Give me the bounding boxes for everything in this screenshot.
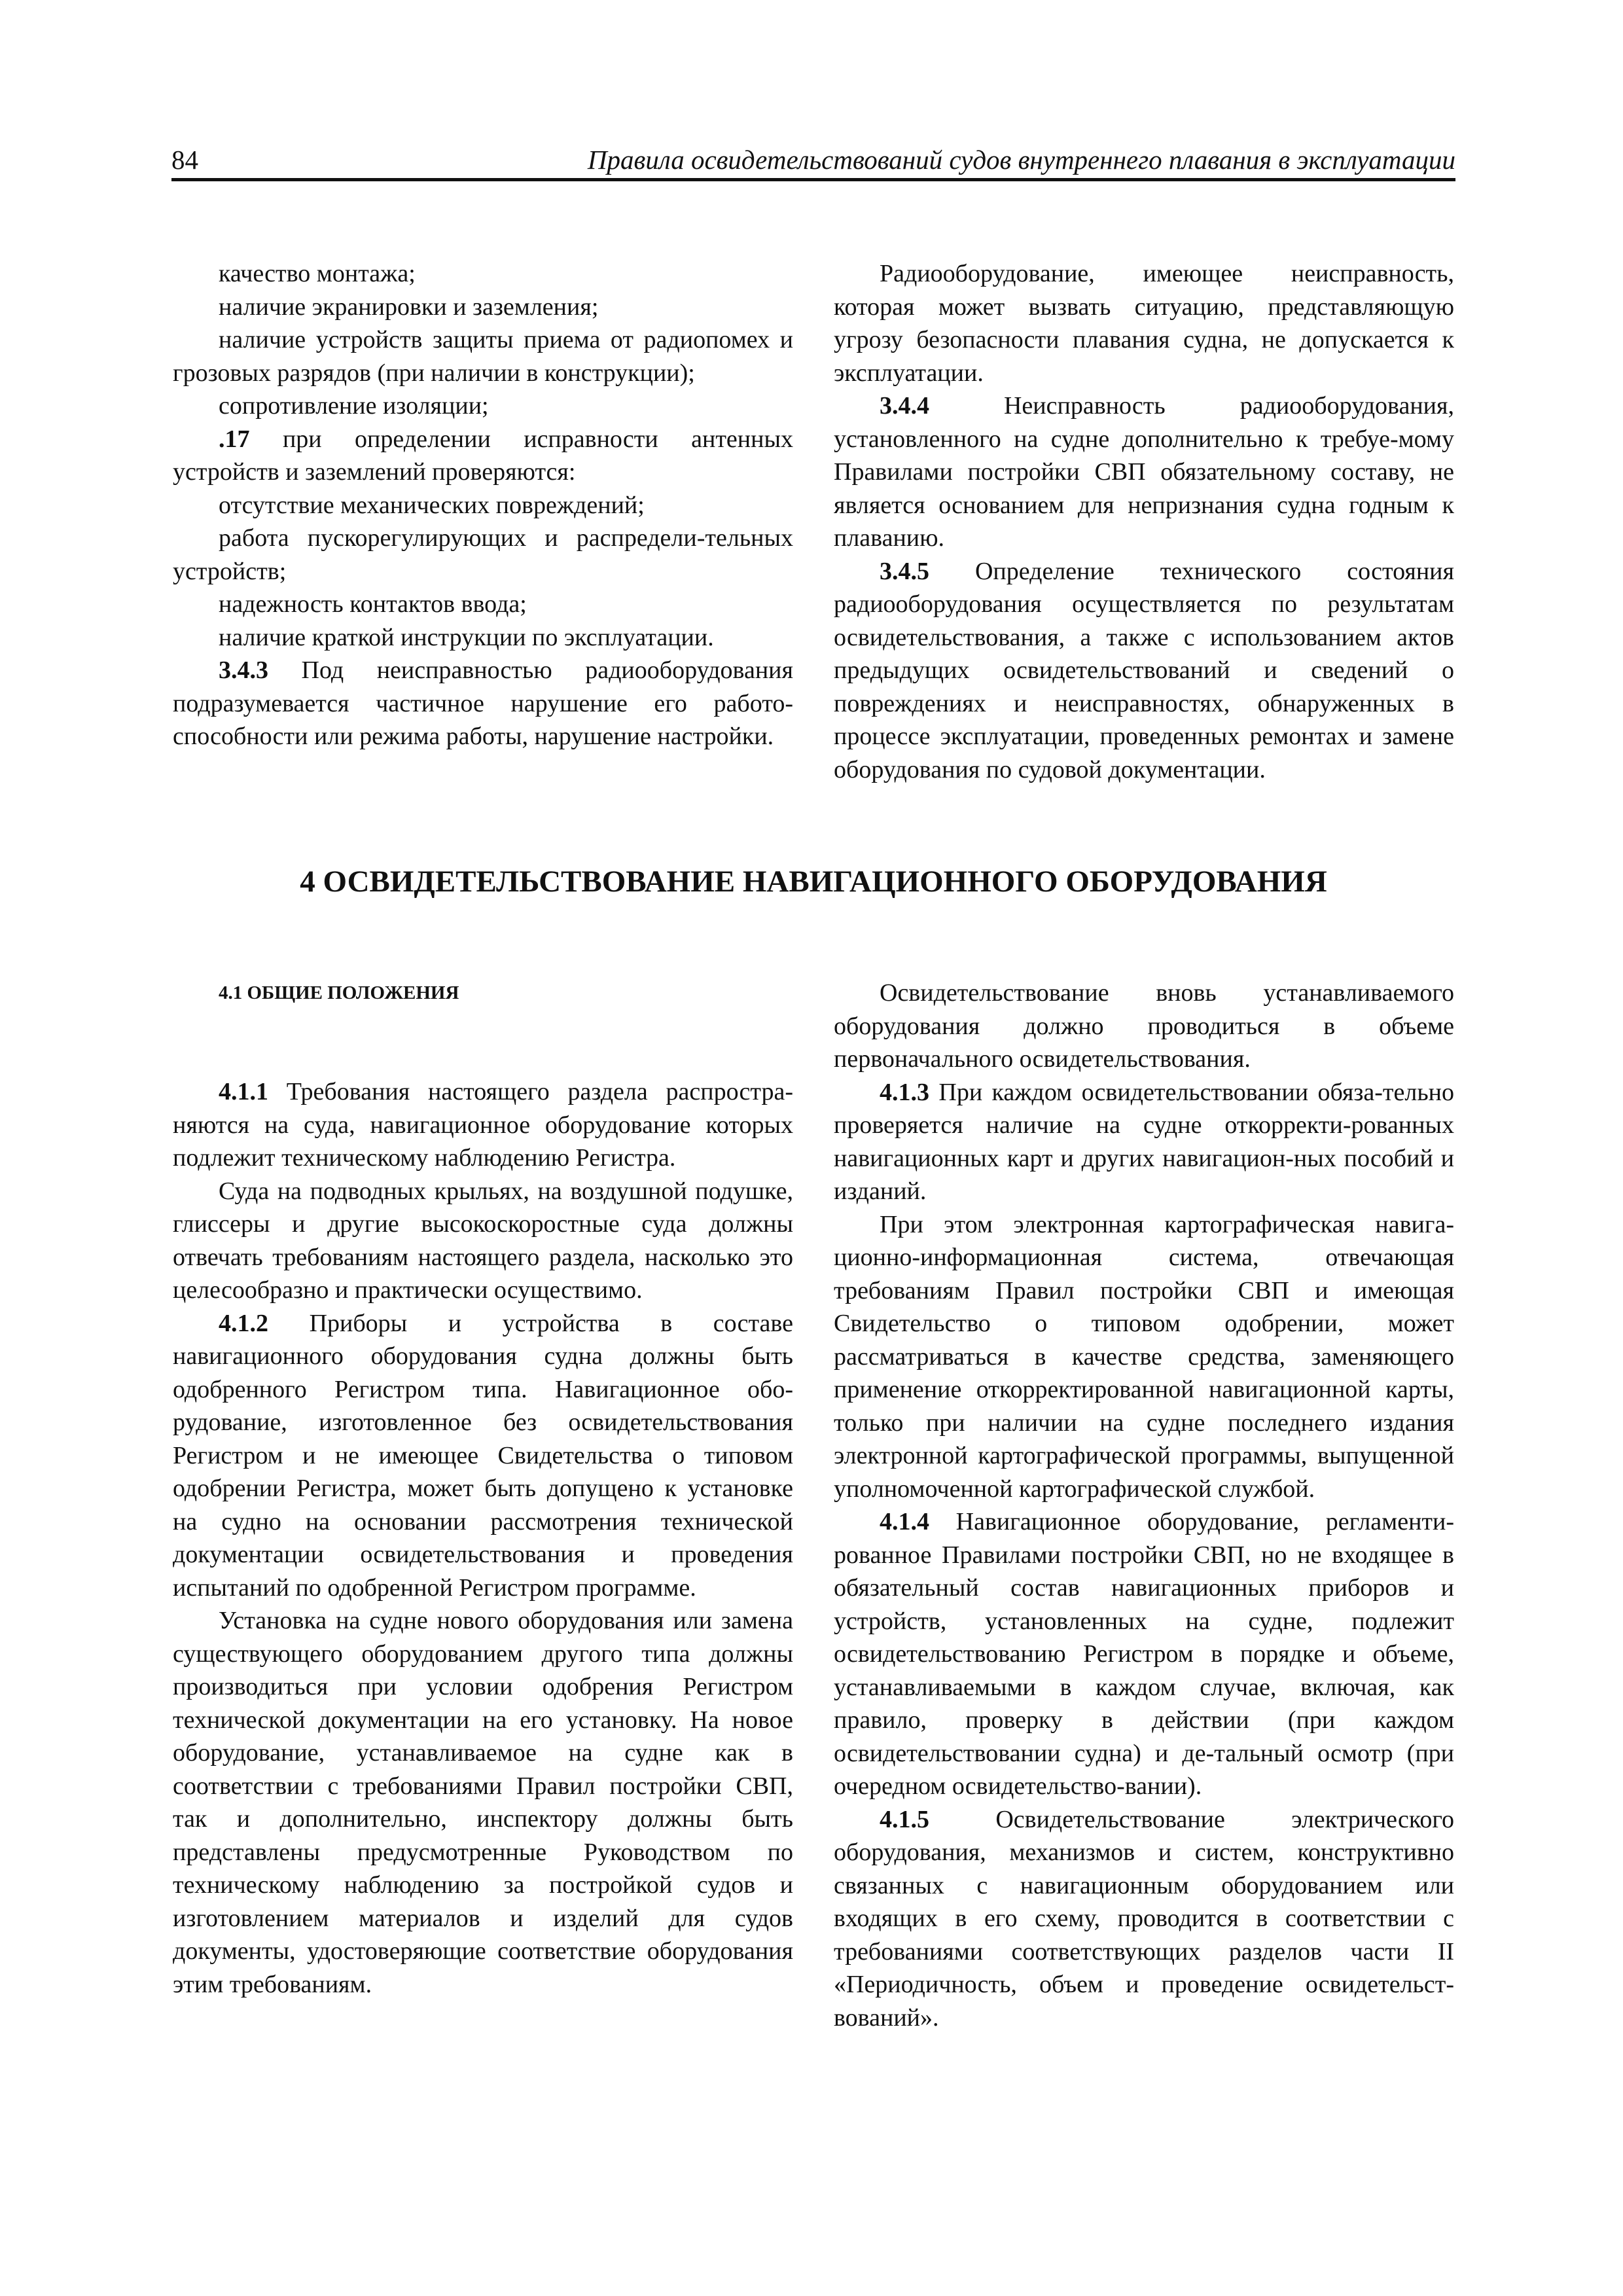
paragraph: наличие краткой инструкции по эксплуатации. <box>219 623 714 651</box>
spacer <box>173 1009 793 1075</box>
paragraph: отсутствие механических повреждений; <box>219 491 645 519</box>
paragraph: 4.1.3 При каждом освидетельствовании обяза-тельно проверяется наличие на судне откорректи-рованных навигационных карт и других навигацион-ных пособий и изданий. <box>834 1078 1454 1205</box>
clause-number: 4.1.4 <box>880 1508 929 1535</box>
upper-right-column <box>834 257 1454 786</box>
paragraph: качество монтажа; <box>219 260 416 287</box>
paragraph: .17 при определении исправности антенных устройств и заземлений проверяются: <box>173 425 793 486</box>
page-number: 84 <box>171 145 198 175</box>
running-title: Правила освидетельствований судов внутреннего плавания в эксплуатации <box>587 145 1455 175</box>
paragraph: сопротивление изоляции; <box>219 392 489 420</box>
paragraph: 3.4.5 Определение технического состояния радиооборудования осуществляется по результатам освидетельствования, а также с использованием актов предыдущих освидетельствований и сведений о повреждениях и неисправностях, обнаруженных в процессе эксплуатации, проведенных ремонтах и замене оборудования по судовой документации. <box>834 557 1454 783</box>
clause-number: 4.1.1 <box>219 1078 268 1105</box>
paragraph: наличие устройств защиты приема от радиопомех и грозовых разрядов (при наличии в конструкции); <box>173 326 793 387</box>
clause-number: 3.4.3 <box>219 656 268 684</box>
paragraph: Суда на подводных крыльях, на воздушной подушке, глиссеры и другие высокоскоростные суда должны отвечать требованиям настоящего раздела, насколько это целесообразно и практически осуществимо. <box>173 1177 793 1304</box>
upper-left-column <box>173 257 793 753</box>
running-header <box>171 140 1455 181</box>
subsection-title: 4.1 ОБЩИЕ ПОЛОЖЕНИЯ <box>219 982 459 1003</box>
section-title: 4 ОСВИДЕТЕЛЬСТВОВАНИЕ НАВИГАЦИОННОГО ОБОРУДОВАНИЯ <box>300 865 1327 899</box>
paragraph: надежность контактов ввода; <box>219 590 527 618</box>
paragraph: 4.1.1 Требования настоящего раздела распростра-няются на суда, навигационное оборудование которых подлежит техническому наблюдению Регистра. <box>173 1078 793 1172</box>
paragraph: 4.1.5 Освидетельствование электрического оборудования, механизмов и систем, конструктивно связанных с навигационным оборудованием или входящих в его схему, проводится в соответствии с требованиями соответствующих разделов части II «Периодичность, объем и проведение освидетельст-вований». <box>834 1805 1454 2032</box>
clause-number: .17 <box>219 425 250 453</box>
clause-number: 3.4.5 <box>880 557 929 585</box>
clause-number: 4.1.3 <box>880 1078 929 1106</box>
paragraph: 3.4.3 Под неисправностью радиооборудования подразумевается частичное нарушение его работо-способности или режима работы, нарушение настройки. <box>173 656 793 750</box>
lower-right-column <box>834 977 1454 2034</box>
paragraph: При этом электронная картографическая навига-ционно-информационная система, отвечающая требованиям Правил постройки СВП и имеющая Свидетельство о типовом одобрении, может рассматриваться в качестве средства, заменяющего применение откорректированной навигационной карты, только при наличии на судне последнего издания электронной картографической программы, выпущенной уполномоченной картографической службой. <box>834 1210 1454 1503</box>
clause-number: 4.1.5 <box>880 1805 929 1833</box>
paragraph: наличие экранировки и заземления; <box>219 293 599 321</box>
paragraph: Установка на судне нового оборудования или замена существующего оборудованием другого типа должны производиться при условии одобрения Регистром технической документации на его установку. На новое оборудование, устанавливаемое на судне как в соответствии с требованиями Правил постройки СВП, так и дополнительно, инспектору должны быть представлены предусмотренные Руководством по техническому наблюдению за постройкой судов и изготовлением материалов и изделий для судов документы, удостоверяющие соответствие оборудования этим требованиям. <box>173 1607 793 1998</box>
paragraph: Освидетельствование вновь устанавливаемого оборудования должно проводиться в объеме первоначального освидетельствования. <box>834 979 1454 1073</box>
paragraph: Радиооборудование, имеющее неисправность, которая может вызвать ситуацию, представляющую угрозу безопасности плавания судна, не допускается к эксплуатации. <box>834 260 1454 387</box>
paragraph: 4.1.2 Приборы и устройства в составе навигационного оборудования судна должны быть одобренного Регистром типа. Навигационное обо-рудование, изготовленное без освидетельствования Регистром и не имеющее Свидетельства о типовом одобрении Регистра, может быть допущено к установке на судно на основании рассмотрения технической документации освидетельствования и проведения испытаний по одобренной Регистром программе. <box>173 1309 793 1602</box>
clause-number: 4.1.2 <box>219 1309 268 1337</box>
paragraph: 3.4.4 Неисправность радиооборудования, установленного на судне дополнительно к требуе-мому Правилами постройки СВП обязательному составу, не является основанием для непризнания судна годным к плаванию. <box>834 392 1454 552</box>
paragraph: 4.1.4 Навигационное оборудование, регламенти-рованное Правилами постройки СВП, но не входящее в обязательный состав навигационных приборов и устройств, установленных на судне, подлежит освидетельствованию Регистром в порядке и объеме, устанавливаемыми в каждом случае, включая, как правило, проверку в действии (при каждом освидетельствовании судна) и де-тальный осмотр (при очередном освидетельство-вании). <box>834 1508 1454 1800</box>
lower-left-column <box>173 977 793 2001</box>
clause-number: 3.4.4 <box>880 392 929 420</box>
paragraph: работа пускорегулирующих и распредели-тельных устройств; <box>173 524 793 585</box>
